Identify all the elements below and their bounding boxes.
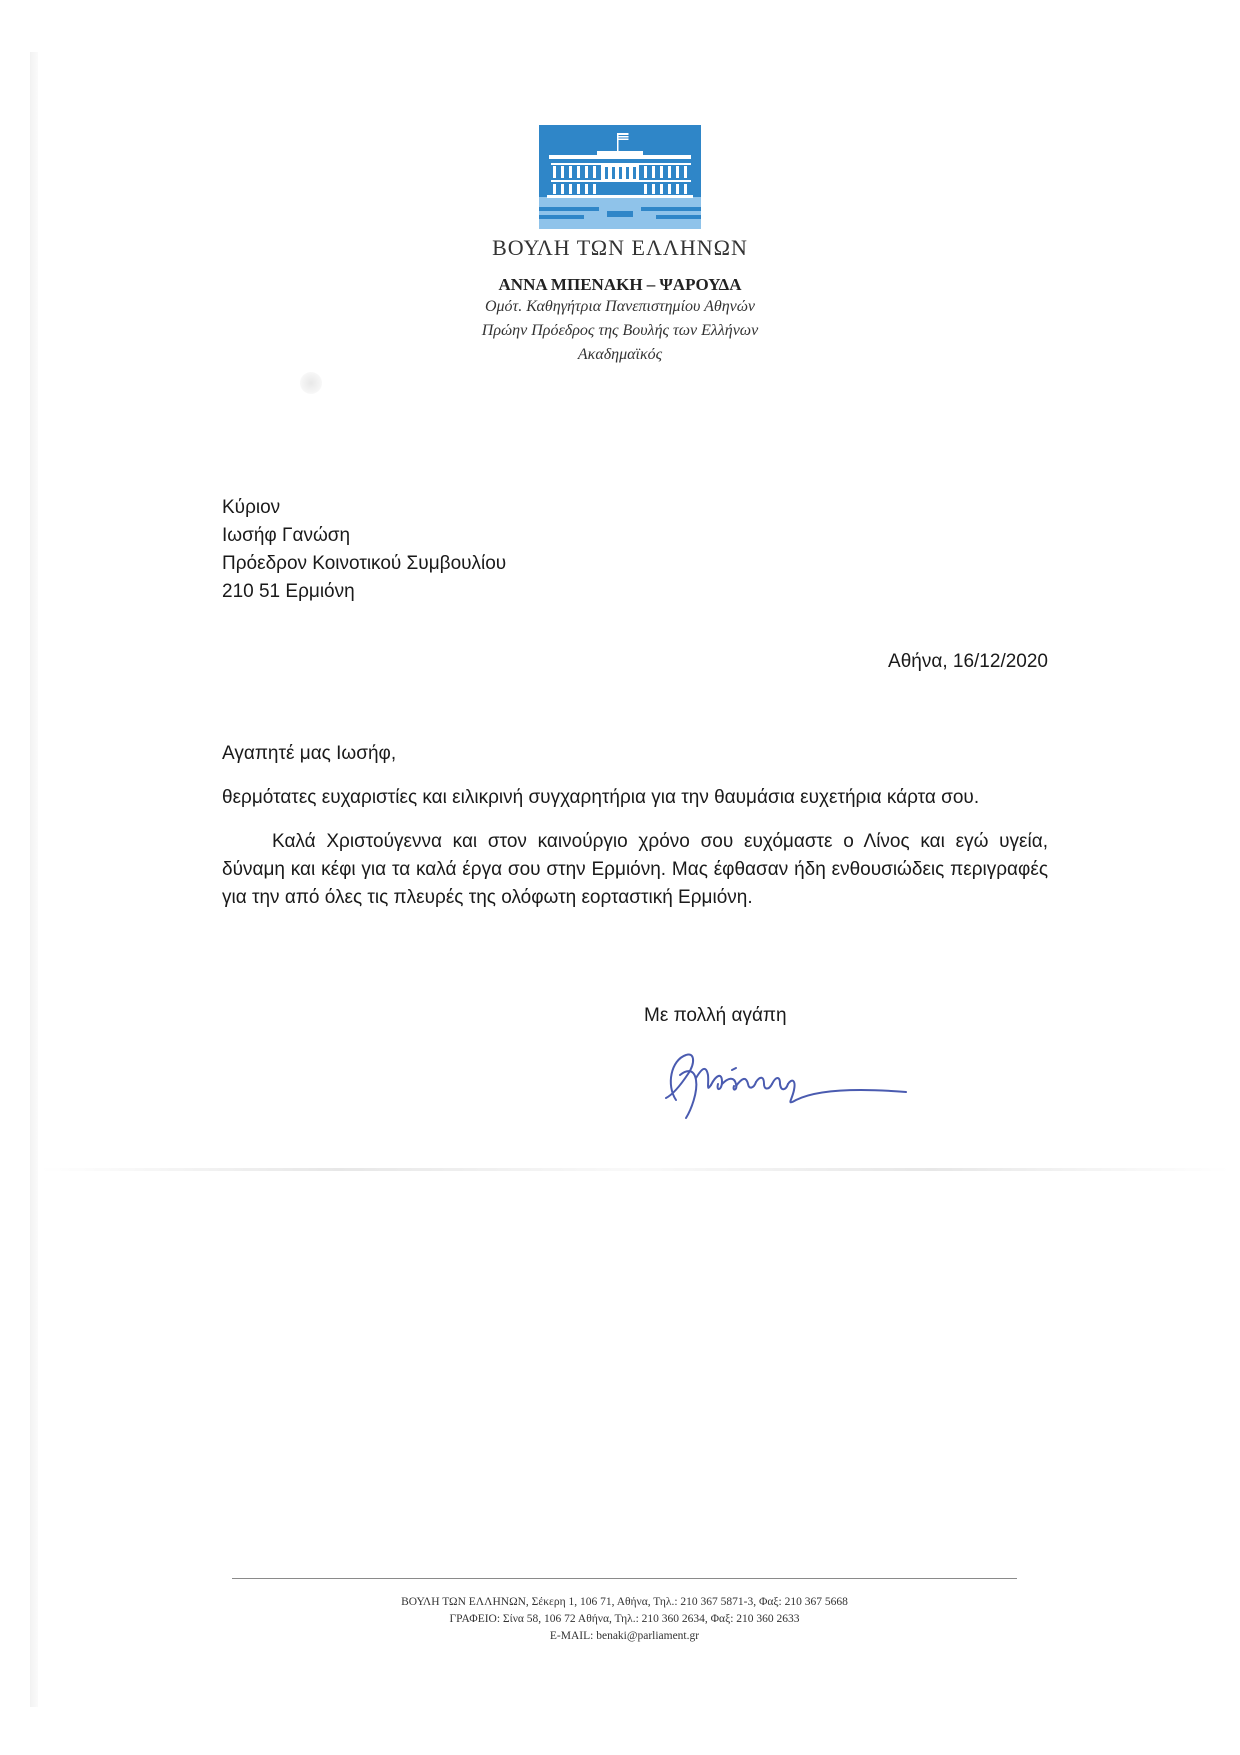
footer-line: ΒΟΥΛΗ ΤΩΝ ΕΛΛΗΝΩΝ, Σέκερη 1, 106 71, Αθήνα, Τηλ.: 210 367 5871-3, Φαξ: 210 367 5668: [401, 1596, 848, 1608]
paper-fold-line: [40, 1168, 1230, 1171]
footer-line: ΓΡΑΦΕΙΟ: Σίνα 58, 106 72 Αθήνα, Τηλ.: 210 360 2634, Φαξ: 210 360 2633: [449, 1613, 800, 1625]
handwritten-signature-icon: [636, 1040, 936, 1120]
recipient-address: [222, 494, 506, 606]
institution-name: ΒΟΥΛΗ ΤΩΝ ΕΛΛΗΝΩΝ: [492, 235, 748, 260]
recipient-line: 210 51 Ερμιόνη: [222, 581, 355, 602]
letter-date: Αθήνα, 16/12/2020: [888, 651, 1048, 672]
sender-name: ΑΝΝΑ ΜΠΕΝΑΚΗ – ΨΑΡΟΥΔΑ: [498, 275, 742, 294]
closing-phrase: Με πολλή αγάπη: [644, 1005, 787, 1026]
paper-smudge: [300, 372, 322, 394]
letterhead: [380, 125, 860, 367]
parliament-logo-icon: [539, 125, 701, 229]
sender-title: Πρώην Πρόεδρος της Βουλής των Ελλήνων: [481, 322, 759, 339]
recipient-line: Κύριον: [222, 497, 281, 518]
letter-body: [222, 740, 1048, 912]
recipient-line: Πρόεδρον Κοινοτικού Συμβουλίου: [222, 553, 507, 574]
footer-line: E-MAIL: benaki@parliament.gr: [549, 1630, 700, 1642]
footer-divider: [232, 1578, 1017, 1579]
body-paragraph: Καλά Χριστούγεννα και στον καινούργιο χρόνο σου ευχόμαστε ο Λίνος και εγώ υγεία, δύναμη και κέφι για τα καλά έργα σου στην Ερμιόνη. Μας έφθασαν ήδη ενθουσιώδεις περιγραφές για την από όλες τις πλευρές της ολόφωτη εορταστική Ερμιόνη.: [222, 831, 1048, 908]
recipient-line: Ιωσήφ Γανώση: [222, 525, 351, 546]
salutation: Αγαπητέ μας Ιωσήφ,: [222, 743, 397, 764]
letter-footer: [232, 1594, 1017, 1645]
sender-title: Ομότ. Καθηγήτρια Πανεπιστημίου Αθηνών: [484, 298, 756, 315]
sender-title: Ακαδημαϊκός: [577, 346, 663, 363]
scan-edge: [30, 52, 38, 1707]
body-paragraph: θερμότατες ευχαριστίες και ειλικρινή συγχαρητήρια για την θαυμάσια ευχετήρια κάρτα σου.: [222, 787, 980, 808]
